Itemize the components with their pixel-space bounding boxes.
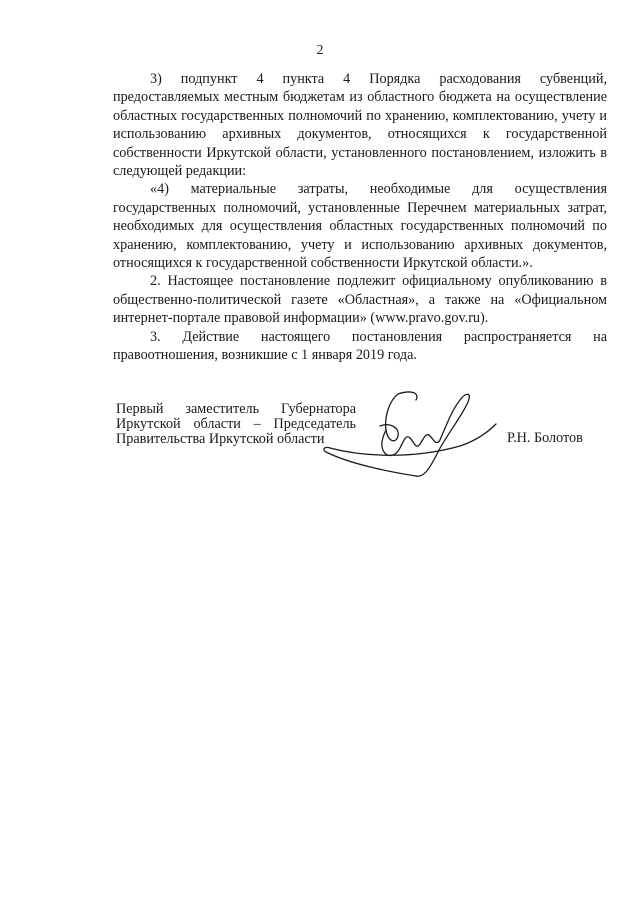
paragraph-amendment-subpoint: 3) подпункт 4 пункта 4 Порядка расходования субвенций, предоставляемых местным бюджетам из областного бюджета на осуществление областных государственных полномочий по хранению, комплектованию, учету и использованию архивных документов, относящихся к государственной собственности Иркутской области, установленного постановлением, изложить в следующей редакции: [113,71,607,180]
signatory-position-line-1: Первый заместитель Губернатора [116,401,356,417]
document-body [113,70,607,365]
handwritten-signature [320,386,500,482]
paragraph-publication: 2. Настоящее постановление подлежит официальному опубликованию в общественно-политической газете «Областная», а также на «Официальном интернет-портале правовой информации» (www.pravo.gov.ru). [113,273,607,327]
signatory-position-line-3: Правительства Иркутской области [116,431,325,448]
page-number: 2 [316,43,324,58]
paragraph-new-wording: «4) материальные затраты, необходимые для осуществления государственных полномочий, установленные Перечнем материальных затрат, необходимых для осуществления областных государственных полномочий по хранению, комплектованию, учету и использованию архивных документов, относящихся к государственной собственности Иркутской области.». [113,181,607,272]
paragraph-effective-date: 3. Действие настоящего постановления распространяется на правоотношения, возникшие с 1 января 2019 года. [113,328,607,364]
signer-name: Р.Н. Болотов [507,430,583,446]
signatory-position-line-2: Иркутской области – Председатель [116,416,356,433]
